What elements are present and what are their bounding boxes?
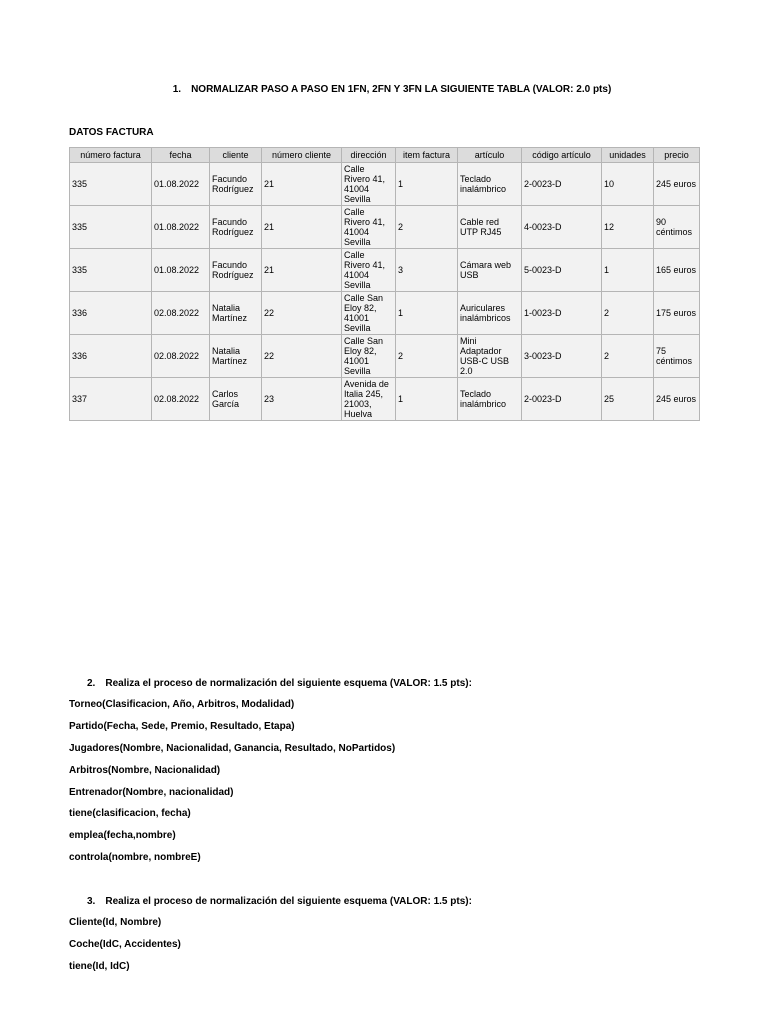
section-2-heading <box>69 678 472 689</box>
cell-numero-factura: 336 <box>70 335 152 378</box>
header-precio: precio <box>654 148 700 163</box>
cell-numero-factura: 336 <box>70 292 152 335</box>
cell-codigo-articulo: 1-0023-D <box>522 292 602 335</box>
cell-codigo-articulo: 2-0023-D <box>522 378 602 421</box>
header-item-factura: item factura <box>396 148 458 163</box>
cell-numero-factura: 335 <box>70 249 152 292</box>
cell-fecha: 02.08.2022 <box>152 378 210 421</box>
cell-numero-cliente: 23 <box>262 378 342 421</box>
cell-numero-factura: 335 <box>70 163 152 206</box>
schema-line: Torneo(Clasificacion, Año, Arbitros, Modalidad) <box>69 699 295 710</box>
cell-direccion: Calle Rivero 41, 41004 Sevilla <box>342 249 396 292</box>
section-1-title: NORMALIZAR PASO A PASO EN 1FN, 2FN Y 3FN LA SIGUIENTE TABLA (VALOR: 2.0 pts) <box>191 84 612 95</box>
cell-numero-cliente: 21 <box>262 249 342 292</box>
section-1-heading <box>0 84 768 95</box>
schema-line: Coche(IdC, Accidentes) <box>69 939 181 950</box>
section-1-number: 1. <box>172 84 182 95</box>
cell-codigo-articulo: 5-0023-D <box>522 249 602 292</box>
header-numero-cliente: número cliente <box>262 148 342 163</box>
header-numero-factura: número factura <box>70 148 152 163</box>
cell-precio: 75 céntimos <box>654 335 700 378</box>
section-3-title: Realiza el proceso de normalización del siguiente esquema (VALOR: 1.5 pts): <box>105 896 472 907</box>
schema-line: Jugadores(Nombre, Nacionalidad, Ganancia, Resultado, NoPartidos) <box>69 743 396 754</box>
cell-unidades: 2 <box>602 292 654 335</box>
cell-unidades: 12 <box>602 206 654 249</box>
cell-codigo-articulo: 2-0023-D <box>522 163 602 206</box>
schema-line: Partido(Fecha, Sede, Premio, Resultado, Etapa) <box>69 721 295 732</box>
header-articulo: artículo <box>458 148 522 163</box>
cell-articulo: Mini Adaptador USB-C USB 2.0 <box>458 335 522 378</box>
cell-unidades: 1 <box>602 249 654 292</box>
cell-cliente: Facundo Rodríguez <box>210 249 262 292</box>
cell-codigo-articulo: 4-0023-D <box>522 206 602 249</box>
table-row <box>70 249 700 292</box>
cell-cliente: Facundo Rodríguez <box>210 163 262 206</box>
invoice-table <box>69 147 700 421</box>
cell-fecha: 01.08.2022 <box>152 249 210 292</box>
cell-numero-factura: 337 <box>70 378 152 421</box>
cell-fecha: 01.08.2022 <box>152 206 210 249</box>
cell-unidades: 2 <box>602 335 654 378</box>
header-unidades: unidades <box>602 148 654 163</box>
cell-item-factura: 2 <box>396 335 458 378</box>
cell-cliente: Carlos García <box>210 378 262 421</box>
cell-numero-cliente: 21 <box>262 206 342 249</box>
cell-articulo: Cable red UTP RJ45 <box>458 206 522 249</box>
section-3-heading <box>69 896 472 907</box>
table-row <box>70 335 700 378</box>
cell-cliente: Natalia Martínez <box>210 292 262 335</box>
table-row <box>70 163 700 206</box>
header-codigo-articulo: código artículo <box>522 148 602 163</box>
schema-line: Cliente(Id, Nombre) <box>69 917 162 928</box>
schema-line: Arbitros(Nombre, Nacionalidad) <box>69 765 221 776</box>
cell-precio: 245 euros <box>654 163 700 206</box>
cell-cliente: Natalia Martínez <box>210 335 262 378</box>
cell-fecha: 02.08.2022 <box>152 335 210 378</box>
cell-numero-cliente: 22 <box>262 292 342 335</box>
cell-item-factura: 1 <box>396 163 458 206</box>
section-2-number: 2. <box>87 678 96 689</box>
schema-line: emplea(fecha,nombre) <box>69 830 176 841</box>
schema-line: tiene(clasificacion, fecha) <box>69 808 191 819</box>
cell-precio: 165 euros <box>654 249 700 292</box>
header-fecha: fecha <box>152 148 210 163</box>
cell-direccion: Calle San Eloy 82, 41001 Sevilla <box>342 292 396 335</box>
cell-articulo: Teclado inalámbrico <box>458 378 522 421</box>
cell-numero-cliente: 21 <box>262 163 342 206</box>
cell-articulo: Teclado inalámbrico <box>458 163 522 206</box>
header-direccion: dirección <box>342 148 396 163</box>
cell-precio: 175 euros <box>654 292 700 335</box>
cell-numero-cliente: 22 <box>262 335 342 378</box>
cell-direccion: Calle San Eloy 82, 41001 Sevilla <box>342 335 396 378</box>
cell-item-factura: 3 <box>396 249 458 292</box>
cell-item-factura: 2 <box>396 206 458 249</box>
table-row <box>70 378 700 421</box>
cell-precio: 245 euros <box>654 378 700 421</box>
schema-line: Entrenador(Nombre, nacionalidad) <box>69 787 234 798</box>
section-2-title: Realiza el proceso de normalización del siguiente esquema (VALOR: 1.5 pts): <box>105 678 472 689</box>
table-row <box>70 206 700 249</box>
table-row <box>70 292 700 335</box>
cell-direccion: Calle Rivero 41, 41004 Sevilla <box>342 206 396 249</box>
cell-item-factura: 1 <box>396 378 458 421</box>
section-3-number: 3. <box>87 896 96 907</box>
table-label: DATOS FACTURA <box>69 127 154 138</box>
cell-precio: 90 céntimos <box>654 206 700 249</box>
table-header-row <box>70 148 700 163</box>
cell-cliente: Facundo Rodríguez <box>210 206 262 249</box>
cell-direccion: Avenida de Italia 245, 21003, Huelva <box>342 378 396 421</box>
cell-unidades: 10 <box>602 163 654 206</box>
schema-line: tiene(Id, IdC) <box>69 961 130 972</box>
cell-fecha: 01.08.2022 <box>152 163 210 206</box>
cell-articulo: Cámara web USB <box>458 249 522 292</box>
cell-direccion: Calle Rivero 41, 41004 Sevilla <box>342 163 396 206</box>
schema-line: controla(nombre, nombreE) <box>69 852 201 863</box>
cell-item-factura: 1 <box>396 292 458 335</box>
cell-unidades: 25 <box>602 378 654 421</box>
cell-articulo: Auriculares inalámbricos <box>458 292 522 335</box>
cell-codigo-articulo: 3-0023-D <box>522 335 602 378</box>
cell-numero-factura: 335 <box>70 206 152 249</box>
header-cliente: cliente <box>210 148 262 163</box>
cell-fecha: 02.08.2022 <box>152 292 210 335</box>
